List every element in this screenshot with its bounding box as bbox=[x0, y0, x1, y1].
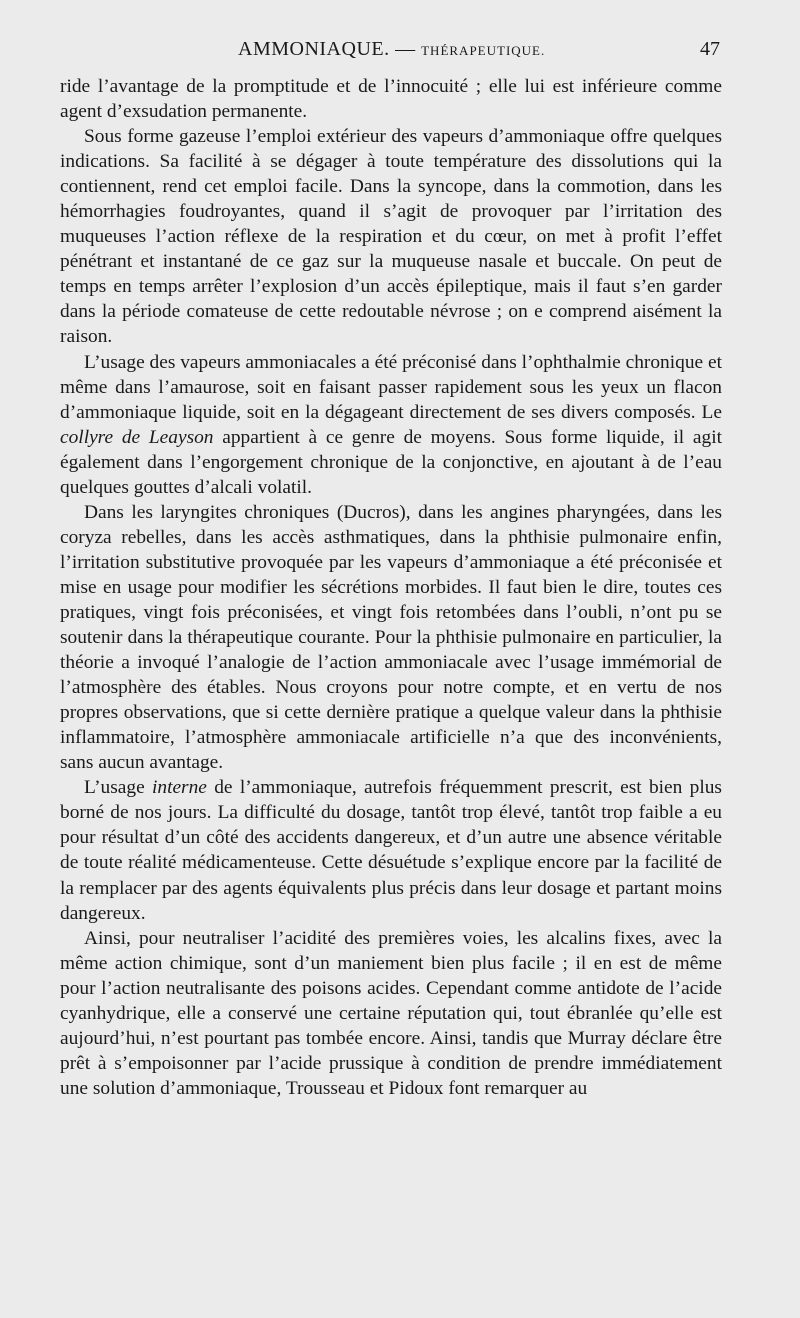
italic-term-interne: interne bbox=[151, 777, 207, 799]
paragraph-6 bbox=[60, 926, 722, 1101]
paragraph-2 bbox=[60, 124, 722, 349]
paragraph-1 bbox=[60, 74, 722, 124]
paragraph-text-before: L’usage des vapeurs ammoniacales a été préconisé dans l’ophthalmie chronique et même dans l’amaurose, soit en faisant passer rapidement sous les yeux un flacon d’ammoniaque liquide, soit en la dégageant directement de ses divers composés. Le bbox=[60, 351, 722, 423]
italic-term-collyre: collyre de Leayson bbox=[60, 426, 214, 448]
running-title-dash: — bbox=[389, 38, 422, 60]
paragraph-4 bbox=[60, 500, 722, 776]
running-title-main: AMMONIAQUE. bbox=[238, 38, 390, 60]
paragraph-text: Ainsi, pour neutraliser l’acidité des premières voies, les alcalins fixes, avec la même action chimique, sont d’un maniement bien plus facile ; il en est de même pour l’action neutralisante des poisons acides. Cependant comme antidote de l’acide cyanhydrique, elle a conservé une certaine réputation qui, tout ébranlée qu’elle est aujourd’hui, n’est pourtant pas tombée encore. Ainsi, tandis que Murray déclare être prêt à s’empoisonner par l’acide prussique à condition de prendre immédiatement une solution d’ammoniaque, Trousseau et Pidoux font remarquer au bbox=[60, 927, 722, 1099]
paragraph-text: Sous forme gazeuse l’emploi extérieur des vapeurs d’ammoniaque offre quelques indications. Sa facilité à se dégager à toute température des dissolutions qui la contiennent, rend cet emploi facile. Dans la syncope, dans la commotion, dans les hémorrhagies foudroyantes, quand il s’agit de provoquer par l’irritation des muqueuses l’action réflexe de la respiration et du cœur, on met à profit l’effet pénétrant et instantané de ce gaz sur la muqueuse nasale et buccale. On peut de temps en temps arrêter l’explosion d’un accès épileptique, mais il faut s’en garder dans la période comateuse de cette redoutable névrose ; on e comprend aisément la raison. bbox=[60, 126, 722, 348]
running-header bbox=[60, 38, 720, 68]
paragraph-5 bbox=[60, 775, 722, 925]
paragraph-text-after: appartient à ce genre de moyens. Sous forme liquide, il agit également dans l’engorgement chronique de la conjonctive, en ajoutant à de l’eau quelques gouttes d’alcali volatil. bbox=[60, 426, 722, 498]
paragraph-text-before: L’usage bbox=[84, 777, 152, 799]
body-text bbox=[60, 74, 722, 1101]
page-number: 47 bbox=[700, 38, 720, 60]
running-title bbox=[238, 38, 545, 61]
paragraph-text: Dans les laryngites chroniques (Ducros), dans les angines pharyngées, dans les coryza rebelles, dans les accès asthmatiques, dans la phthisie pulmonaire enfin, l’irritation substitutive provoquée par les vapeurs d’ammoniaque a été préconisée et mise en usage pour modifier les sécrétions morbides. Il faut bien le dire, toutes ces pratiques, vingt fois préconisées, et vingt fois retombées dans l’oubli, n’ont pu se soutenir dans la thérapeutique courante. Pour la phthisie pulmonaire en particulier, la théorie a invoqué l’analogie de l’action ammoniacale avec l’usage immémorial de l’atmosphère des étables. Nous croyons pour notre compte, et en vertu de nos propres observations, que si cette dernière pratique a quelque valeur dans la phthisie inflammatoire, l’atmosphère ammoniacale artificielle n’a que des inconvénients, sans aucun avantage. bbox=[60, 501, 722, 774]
running-title-subtitle: THÉRAPEUTIQUE. bbox=[421, 43, 546, 58]
paragraph-3 bbox=[60, 350, 722, 500]
paragraph-text: ride l’avantage de la promptitude et de l’innocuité ; elle lui est inférieure comme agent d’exsudation permanente. bbox=[60, 76, 722, 123]
paragraph-text-after: de l’ammoniaque, autrefois fréquemment prescrit, est bien plus borné de nos jours. La difficulté du dosage, tantôt trop élevé, tantôt trop faible a eu pour résultat d’un côté des accidents dangereux, et d’un autre une absence véritable de toute réalité médicamenteuse. Cette désuétude s’explique encore par la facilité de la remplacer par des agents équivalents plus précis dans leur dosage et partant moins dangereux. bbox=[60, 777, 722, 924]
